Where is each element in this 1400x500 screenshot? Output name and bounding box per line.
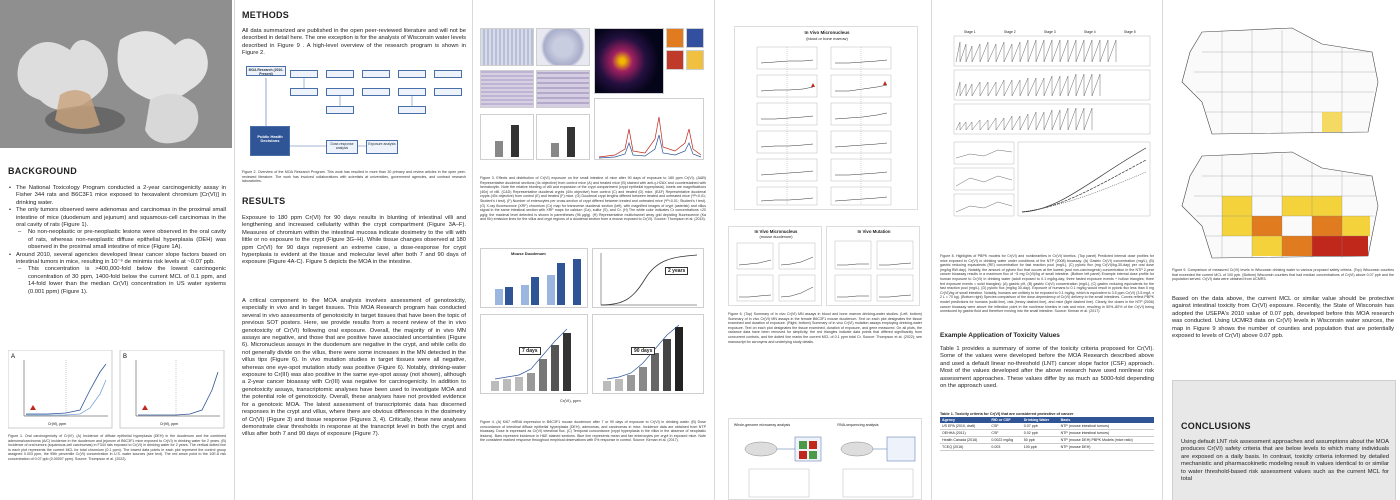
fig4d-bar-7 bbox=[675, 327, 683, 391]
fig4-panel-a bbox=[480, 248, 588, 308]
fig4c-bar-3 bbox=[515, 377, 523, 391]
fig6-caption: Figure 6. (Top) Summary of in vivo Cr(VI) MN assays in blood and bone marrow drinking-water studies. (Left, bottom) Summary of in vivo Cr(VI) MN assays in the female B6C3F1 mouse duodenum. Text on each plot designates the tissue examined and duration of exposure. (Right, bottom) Summary of in vivo Cr(VI) mutation assays employing drinking-water exposure. Text on each plot designates the tissue examined, duration of exposure, and gene measured. On all plots, the variance data have been removed for simplicity; the red triangles indicate data points that differed significantly from concurrent controls, and the dotted line marks the current MCL of 0.1 ppm total Cr. Source: Thompson et al. (2022); see manuscript for acronyms and underlying study details. bbox=[728, 312, 922, 344]
fig3-panel-g-inset2 bbox=[686, 28, 704, 48]
fig8-caption: Figure 8. Highlights of PBPK models for Cr(VI) and nonlinearities in Cr(VI) kinetics. (Top panel) Predicted internal dose profiles for mice exposed to Cr(VI) in drinking water under conditions of the NTP (2008) bioassay. (A) Gastric Cr(VI) concentration (mg/L), (B) gastric reducing equivalents (RE) concentration for fast reaction pool (mg/L), (C) pyloric flux (mg Cr(VI)/kg-30-day) per oral dose (mg/kg BW-day). Notably, the amount of pyloric flux that occurs at the lowest (and non-carcinogenic) concentration in the NTP 2-year cancer bioassay results in a maximum flux of ~5 mg Cr(VI)/kg of small intestine. (Bottom left panel) Example internal dose profile for human exposure to Cr(VI) in drinking water (adult exposed to 0.1 mg/kg-day; three fasted exposure events + hollow triangles; three fed exposure events = solid triangles): (A) gastric pH, (B) gastric Cr(VI) concentration (mg/L), (C) gastric reducing equivalents for the fast reaction pool (mg/L), (D) pyloric flux (mg/kg 30-day). Exposure of humans to 0.1 mg/kg would result in pyloric flux less than 5 mg Cr(VI)/kg of small intestine. Notably, humans are unlikely to be exposed to 0.1 mg/kg, which is equivalent to 3.5 ppm Cr(VI) (3.5 mg/L x 2 L = 70 kg). (Bottom right) Species comparison of the dose-dependency of Cr(VI) delivery to the small intestines. Curves reflect PBPK model predictions for humans (solid line), rats (heavy dashed line), and mice (light dashed line). Clearly, the doses in the NTP (2008) cancer bioassay were above the inflection point in the nonlinear kinetics in rats and mice, resulting in 50%–80% of the Cr(VI) being unreduced by gastric fluid and therefore moving into the small intestine. Source: Kirman et al. (2017). bbox=[940, 254, 1154, 314]
fig7-right-title: RNA-sequencing analysis bbox=[837, 423, 879, 427]
badge-90-days: 90 days bbox=[631, 347, 655, 355]
methods-heading: METHODS bbox=[242, 10, 290, 20]
fig1-label-a: A bbox=[11, 354, 16, 360]
fig4-axis-x-label: Cr(VI), ppm bbox=[560, 398, 581, 403]
fig4-panel-b bbox=[592, 248, 704, 308]
table-cell: CSF bbox=[989, 423, 1021, 430]
fig4-panel-c-90d bbox=[592, 314, 704, 394]
fig8-graphics bbox=[940, 30, 1154, 252]
fig3-panel-e bbox=[480, 114, 534, 160]
fig4a-bar-6 bbox=[557, 263, 565, 305]
fig3-caption: Figure 3. Effects and distribution of Cr(VI) exposure on the small intestine of mice after 90 days of exposure to 180 ppm Cr(VI). (A&B) Representative duodenal sections (4x objective) from control mice (A) and treated mice (B) stained with anti-γ-H2AX and counterstained with hematoxylin. Note the relative blunting of villi and expansion of the crypt compartment (crypt epithelial hyperplasia). Insets are magnifications (40x) of villi. (C&D) Representative duodenal crypts (40x objective) from control (C) and treated (D) mice. (E&F) Representative duodenal crypts (40x objective) from control (E) and treated (F) mice. (G) Duodenal crypt lengths differed between treated and untreated mice (*P<0.01; Student's t test). (F) Number of enterocytes per cross-section of crypt differed between treated and untreated mice (*P<0.01; Student's t test). (G) X-ray fluorescence (XRF) chromium (Cr) map for transverse duodenal section (left), with magnified images of crypt (asterisk) and villus signal in the same intestinal section with XRF maps for calcium (Ca), sulfur (S), and Cr. (H) The white color indicates Cr concentrations <20 μg/g; the maximal level detected is shown in parentheses (96 μg/g). (H) Representative multichannel array grid depicting fluorescence (Ka and Kb) emission lines for the villus and crypt regions of a duodenal section from a mouse exposed to Cr(VI). Source: Thompson et al. (2015). bbox=[480, 176, 706, 222]
table-cell: 50 ppb bbox=[1022, 437, 1059, 444]
toxicity-table bbox=[940, 417, 1154, 451]
table-row bbox=[940, 437, 1154, 444]
fig3-panel-g-xrf bbox=[594, 28, 664, 94]
divider bbox=[234, 0, 235, 500]
table-cell: CSF bbox=[989, 430, 1021, 437]
results-heading: RESULTS bbox=[242, 196, 286, 206]
background-bullets bbox=[8, 185, 226, 296]
methods-text: All data summarized are published in the open peer-reviewed literature and will not be described in detail here. The one exception is for the analysis of Wisconsin water levels described in Figure 9 . A high-level overview of the research program is shown in Figure 2. bbox=[242, 28, 466, 57]
puzzle-image bbox=[0, 0, 232, 148]
example-text: Table 1 provides a summary of some of the toxicity criteria proposed for Cr(VI). Some of the values were developed before the MOA Research described above and used a default linear no-threshold (LNT) cancer slope factor (CSF) approach. Most of the values developed after the above research have used nonlinear risk assessment approaches. These values differ by as much as 5000-fold depending on the approach used. bbox=[940, 346, 1154, 390]
fig4d-bar-3 bbox=[627, 375, 635, 391]
fig4-caption: Figure 4. (A) Ki67 mRNA expression in B6C3F1 mouse duodenum after 7 or 90 days of exposure to Cr(VI) in drinking water. (B) Dose concordance of intestinal diffuse epithelial hyperplasia (DEH), adenomas, and carcinomas in mice. Incidence data are obtained from NTP bioassay. Dose is expressed as Cr(VI) intestinal flux. (C) Temporal concordance (crypt hyperplasia in the villus in the absence of neoplastic lesions). Bars represent incidence in H&E stained sections. Blue line represents mean and fan enterocytes per crypt in exposed mice. Note the consistent marked response throughout empirical observations with 0% response in control. Source: Kirman et al. (2017). bbox=[480, 420, 706, 443]
table-cell: Health Canada (2016) bbox=[940, 437, 989, 444]
fig3-bar-f1 bbox=[551, 143, 559, 157]
fig3-panel-a bbox=[480, 28, 534, 66]
f6-mid-left-title: In Vivo Micronucleus bbox=[754, 229, 798, 234]
fig4d-bar-1 bbox=[603, 381, 611, 391]
fig4a-bar-5 bbox=[547, 275, 555, 305]
fig4a-bar-1 bbox=[495, 289, 503, 305]
fig1-axis-x-a: Cr(VI), ppm bbox=[48, 422, 67, 426]
figure-6-bottom-right bbox=[826, 226, 920, 306]
fig3-panel-g-inset4 bbox=[686, 50, 704, 70]
fig4d-bar-4 bbox=[639, 367, 647, 391]
fig9-caption: Figure 9. Comparison of measured Cr(VI) levels in Wisconsin drinking water to various proposed safety criteria. (Top) Wisconsin counties that exceeded the current MCL of 100 ppb. (Bottom) Wisconsin counties that had median concentrations of Cr(VI) above 0.07 ppb and the population served. Cr(VI) data were obtained from UCMR3. bbox=[1172, 268, 1394, 282]
table-cell: 0.003 bbox=[989, 444, 1021, 451]
figure-6-bottom-left bbox=[728, 226, 822, 306]
column-3 bbox=[478, 0, 710, 500]
fig1-label-b: B bbox=[123, 354, 128, 360]
bullet-3a: – This concentration is >400,000-fold below the lowest carcinogenic concentration of 30 ppm, 1400-fold below the current MCL of 0.1 ppm, and 14-fold lower than the median Cr(VI) concentration in US water systems (0.001 ppm) (Figure 1). bbox=[8, 266, 226, 296]
f6-mid-left-subtitle: (mouse duodenum) bbox=[759, 235, 793, 239]
divider bbox=[931, 0, 932, 500]
bullet-3: • Around 2010, several agencies developed linear cancer slope factors based on intestinal tumors in mice, resulting in 10⁻⁶ de minimis risk levels at ~0.07 ppb. bbox=[8, 252, 226, 267]
table-cell: 0.07 ppb bbox=[1022, 423, 1059, 430]
fig4d-bar-5 bbox=[651, 353, 659, 391]
conclusions-heading: CONCLUSIONS bbox=[1181, 421, 1251, 431]
fig4b-dose-curve bbox=[601, 255, 697, 305]
header-photo-puzzle bbox=[0, 0, 232, 148]
fig4a-bar-4 bbox=[531, 277, 539, 305]
table-row bbox=[940, 444, 1154, 451]
table-cell: NTP (mouse intestinal tumors) bbox=[1059, 423, 1154, 430]
background-heading: BACKGROUND bbox=[8, 166, 77, 176]
flow-dose-box: Dose-response analysis bbox=[326, 140, 358, 154]
column-1 bbox=[0, 0, 232, 500]
fig4c-bar-7 bbox=[563, 333, 571, 391]
flow-connectors bbox=[242, 66, 466, 166]
column-6 bbox=[1166, 0, 1400, 500]
fig3-panel-d bbox=[536, 70, 590, 108]
fig1-axis-x-b: Cr(VI), ppm bbox=[160, 422, 179, 426]
fig4c-bar-4 bbox=[527, 373, 535, 391]
fig4a-bar-7 bbox=[573, 259, 581, 305]
fig4d-bar-2 bbox=[615, 379, 623, 391]
stage-label-2: Stage 2 bbox=[1004, 30, 1016, 34]
table-row bbox=[940, 430, 1154, 437]
fig3-panel-f bbox=[536, 114, 590, 160]
table-cell: NTP (mouse DEH) bbox=[1059, 444, 1154, 451]
wisconsin-map-top bbox=[1172, 22, 1394, 140]
table-cell: 0.0022 mg/kg bbox=[989, 437, 1021, 444]
table-cell: OEHHA (2011) bbox=[940, 430, 989, 437]
figure-8 bbox=[940, 30, 1154, 252]
fig3-bar-e2 bbox=[511, 125, 519, 157]
fig4c-bar-2 bbox=[503, 379, 511, 391]
stage-label-1: Stage 1 bbox=[964, 30, 976, 34]
badge-2-years: 2 years bbox=[665, 267, 688, 275]
table-header-rfd: RfD or CSF bbox=[989, 417, 1021, 423]
divider bbox=[714, 0, 715, 500]
figure-6-top bbox=[734, 26, 918, 210]
table-cell: TCEQ (2016) bbox=[940, 444, 989, 451]
f6-top-title: In Vivo Micronucleus bbox=[804, 30, 850, 35]
column-2 bbox=[240, 0, 468, 500]
divider bbox=[1162, 0, 1163, 500]
figure-1 bbox=[8, 350, 226, 430]
divider bbox=[472, 0, 473, 500]
fig3-panel-h-spectrum bbox=[594, 98, 704, 160]
fig4-panel-c-7d bbox=[480, 314, 588, 394]
f6-mid-right-title: In Vivo Mutation bbox=[857, 229, 891, 234]
figure-2-flowchart bbox=[242, 66, 466, 166]
fig3-panel-b bbox=[536, 28, 590, 66]
table-header-agency: Agency bbox=[940, 417, 989, 423]
fig3-spectrum-line-1 bbox=[599, 117, 701, 157]
flow-title: MOA Research (2010-Present) bbox=[246, 66, 286, 76]
fig4a-title: Mouse Duodenum bbox=[511, 251, 546, 256]
table-cell: 0.02 ppb bbox=[1022, 430, 1059, 437]
fig7-left-title: Whole-genome microarray analysis bbox=[733, 423, 791, 427]
table-header-basis: Basis bbox=[1059, 417, 1154, 423]
table-1 bbox=[940, 412, 1154, 451]
f6-mid-left-plots bbox=[729, 227, 823, 307]
map-analysis-text: Based on the data above, the current MCL or similar value should be protective against intestinal toxicity from Cr(VI) exposure. Recently, the State of Wisconsin has adopted the USEPA's 2010 value of 0.07 ppb, developed before this MOA research was conducted. Using UCMR3 data on Cr(VI) levels in Wisconsin water sources, the map in Figure 9 shows the number of counties and population that are potentially exposed to levels of Cr(VI) above 0.07 ppb. bbox=[1172, 296, 1394, 340]
column-5 bbox=[936, 0, 1158, 500]
bullet-2: • The only tumors observed were adenomas and carcinomas in the proximal small intestine of mice (duodenum and jejunum) and squamous-cell carcinomas in the oral cavity of rats (Figure 1). bbox=[8, 207, 226, 229]
results-paragraph-2: A critical component to the MOA analysis involves assessment of genotoxicity, especially in vivo and in target tissues. This MOA Research program has conducted several in vivo assessments of genotoxicity in target tissues that have been the topic of previous SOT posters. Here, we provide results from a recent review of the in vivo genotoxicity of Cr(VI) following oral exposure. Overall, the majority of in vivo MN assays are negative, and those that are positive have associated uncertainties (Figure 6). Micronucleus assays in the duodenum are negative in the crypt, and while cells do not generally divide on the villus, there were some increases in the MN detected in the villus tips (Figure 6). In vivo mutation studies in target tissues were all negative, whereas one eye-spot mutation study was positive (Figure 6). Notably, drinking-water exposure to Cr(III) was also positive in the same eye-spot assay (not shown), although a 2-year cancer bioassay with Cr(III) was negative for carcinogenicity. In addition to genotoxicity assays, transcriptomic analyses have been used to investigate MOA and the potential role of genotoxicity. Overall, these analyses have not provided evidence for a genotoxic MOA. The latest assessment of transcriptomic data has discerned responses in the crypt and villus, where there are obvious differences in the dosimetry of Cr(VI) (Figure 3) and tissue response (Figures 3, 4). Critically, these new analyses demonstrate clear thresholds in response at the transcript level in both the crypt and villus after both 7 and 90 days of exposure (Figure 7). bbox=[242, 298, 466, 438]
fig4c-bar-1 bbox=[491, 381, 499, 391]
f6-top-subtitle: (blood or bone marrow) bbox=[806, 36, 848, 41]
figure-3 bbox=[480, 28, 706, 176]
fig4a-bar-3 bbox=[521, 285, 529, 305]
fig7-graphics bbox=[729, 419, 923, 500]
flow-main-box: Public Health Decisions bbox=[250, 126, 290, 156]
badge-7-days: 7 days bbox=[519, 347, 541, 355]
flow-exposure-box: Exposure analysis bbox=[366, 140, 398, 154]
stage-label-3: Stage 3 bbox=[1044, 30, 1056, 34]
stage-label-4: Stage 4 bbox=[1084, 30, 1096, 34]
f6-top-minis bbox=[735, 27, 919, 211]
f6-mid-right-plots bbox=[827, 227, 921, 307]
stage-label-5: Stage 5 bbox=[1124, 30, 1136, 34]
wisconsin-map-bottom bbox=[1172, 146, 1394, 264]
fig3-bar-e1 bbox=[495, 141, 503, 157]
fig4c-bar-5 bbox=[539, 359, 547, 391]
fig3-panel-g-inset1 bbox=[666, 28, 684, 48]
figure-4 bbox=[480, 248, 706, 412]
conclusions-text: Using default LNT risk assessment approaches and assumptions about the MOA produces Cr(VI) safety criteria that are below levels to which many individuals are exposed on a daily basis. In contrast, toxicity criteria informed by detailed mechanistic and pharmacokinetic modeling result in values identical to or similar to water threshold-based risk assessment values such as the current MCL for total bbox=[1181, 439, 1389, 483]
fig1-caption: Figure 1. Oral carcinogenicity of Cr(VI). (A) Incidence of diffuse epithelial hyperplasia (DEH) in the duodenum and the combined adenoma/carcinoma (A/C) incidence in the duodenum and jejunum of B6C3F1 mice exposed to Cr(VI) in drinking water for 2 years. (B) Incidence of oral tumors (squamous-cell carcinomas) in F344 rats exposed to Cr(VI) in drinking water for 2 years. The vertical dotted line in each plot represents the current MCL for total chromium (0.1 ppm). The lowest data points in each plot represent the control group assigned 0.003 ppm, the 95th percentile Cr(VI) concentration in U.S. water sources (see text). The red arrow point to the 10E-6 risk concentration of 0.07 ppb (0.00007 ppm). Source: Thompson et al. (2022). bbox=[8, 434, 226, 461]
fig4d-bar-6 bbox=[663, 339, 671, 391]
figure-7 bbox=[728, 418, 922, 500]
table-header-water: Drinking Water bbox=[1022, 417, 1059, 423]
conclusions-box bbox=[1172, 380, 1396, 500]
table-cell: 100 ppb bbox=[1022, 444, 1059, 451]
fig4c-bar-6 bbox=[551, 345, 559, 391]
table-cell: US EPA (2010, draft) bbox=[940, 423, 989, 430]
bullet-2a: – No non-neoplastic or pre-neoplastic lesions were observed in the oral cavity of rats, whereas non-neoplastic diffuse epithelial hyperplasia (DEH) was observed in the proximal small intestine of mice (Figure 1A). bbox=[8, 229, 226, 251]
table-cell: NTP (mouse intestinal tumors) bbox=[1059, 430, 1154, 437]
bullet-1: • The National Toxicology Program conducted a 2-year carcinogenicity assay in Fisher 344 rats and B6C3F1 mice exposed to hexavalent chromium [Cr(VI)] in drinking water. bbox=[8, 185, 226, 207]
table-title: Table 1. Toxicity criteria for Cr(VI) that are considered protective of cancer bbox=[940, 412, 1074, 416]
column-4 bbox=[720, 0, 928, 500]
fig3-panel-g-inset3 bbox=[666, 50, 684, 70]
results-paragraph-1: Exposure to 180 ppm Cr(VI) for 90 days results in blunting of intestinal villi and lengthening and increased cellularity within the crypt compartment (Figure 3A–F). Measures of chromium within the intestinal mucosa indicate dosimetry to the villi with little or no exposure to the crypt (Figure 3G–H). While tissue changes observed at 180 ppm Cr(VI) for 90 days represent an extreme case, a dose-response for crypt hyperplasia is evident at the tissue and molecular level after both 7 and 90 days of exposure (Figure 4A-C). Figure 5 depicts the MOA in the intestine. bbox=[242, 215, 466, 266]
fig3-panel-c bbox=[480, 70, 534, 108]
fig4a-bar-2 bbox=[505, 287, 513, 305]
table-cell: NTP (mouse DEH) PBPK Models (mice ratio) bbox=[1059, 437, 1154, 444]
fig3-bar-f2 bbox=[567, 127, 575, 157]
fig2-caption: Figure 2. Overview of the MOA Research Program. This work has resulted in more than 30 primary and review articles in the open peer-reviewed literature. The work has involved collaborations with scientists at universities, government agencies, and contract research laboratories. bbox=[242, 170, 466, 184]
example-heading: Example Application of Toxicity Values bbox=[940, 332, 1060, 339]
